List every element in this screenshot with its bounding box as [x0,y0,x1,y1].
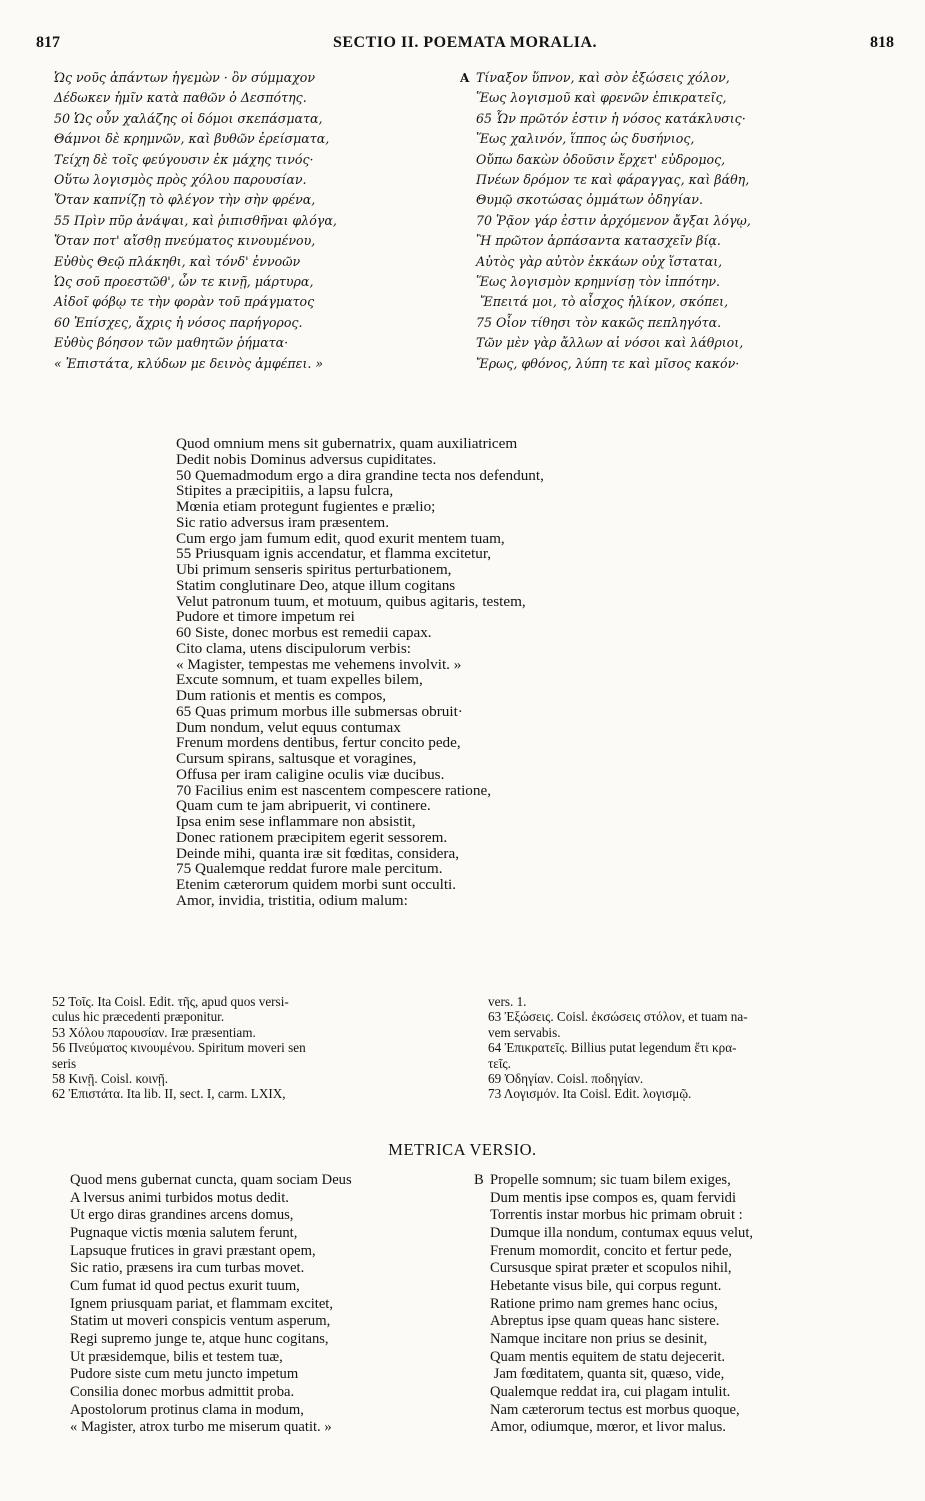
footnote-line: 58 Κινῇ. Coisl. κοινῇ. [52,1071,169,1087]
metrical-verse-line [54,1366,464,1384]
line-text: Ignem priusquam pariat, et flammam excitet, [70,1295,334,1312]
latin-prose-line: 70 Facilius enim est nascentem compescere ratione, [176,782,492,799]
latin-prose-line: Mœnia etiam protegunt fugientes e prælio; [176,499,436,515]
greek-verse-line [38,190,458,210]
latin-prose-line: 50 Quemadmodum ergo a dira grandine tecta nos defendunt, [176,467,544,484]
metrical-verse-line [474,1207,904,1225]
footnote-line: vers. 1. [488,994,527,1009]
line-text: 70 Ῥᾷον γάρ ἐστιν ἀρχόμενον ἄγξαι λόγῳ, [476,212,751,228]
metrical-verse-line [54,1190,464,1208]
latin-prose-line: Quod omnium mens sit gubernatrix, quam auxiliatricem [176,436,518,452]
greek-verse-line [460,333,900,353]
line-text: Αὐτὸς γὰρ αὐτὸν ἐκκάων οὐχ ἵσταται, [476,253,723,269]
column-marker: A [460,71,470,85]
line-text: Ἕως χαλινόν, ἵππος ὡς δυσήνιος, [476,131,695,147]
metrical-verse-line [54,1207,464,1225]
line-text: 55 Πρὶν πῦρ ἀνάψαι, καὶ ῥιπισθῆναι φλόγα, [54,212,337,228]
metrical-verse-line [474,1331,904,1349]
greek-verse-line [460,354,900,374]
line-text: Pudore siste cum metu juncto impetum [70,1366,299,1383]
line-text: 75 Οἷον τίθησι τὸν κακῶς πεπληγότα. [476,314,722,330]
latin-prose-line: Cito clama, utens discipulorum verbis: [176,640,411,657]
latin-prose-line: Quam cum te jam abripuerit, vi continere. [176,798,431,814]
line-text: Qualemque reddat ira, cui plagam intulit. [490,1383,731,1400]
footnote-line: 56 Πνεύματος κινουμένου. Spiritum moveri sen [52,1040,306,1056]
greek-verse-line [460,170,900,190]
line-text: Pugnaque victis mœnia salutem ferunt, [70,1224,298,1241]
greek-text-left-column [38,68,458,374]
line-text: Quod mens gubernat cuncta, quam sociam Deus [70,1172,352,1188]
greek-verse-line [38,211,458,231]
line-text: Hebetante visus bile, qui corpus regunt. [490,1277,722,1294]
greek-verse-line [460,88,900,108]
line-text: Ut ergo diras grandines arcens domus, [70,1207,294,1224]
metrical-verse-line [474,1260,904,1278]
metrical-verse-line [54,1278,464,1296]
latin-prose-line: Frenum mordens dentibus, fertur concito pede, [176,735,461,751]
line-text: Ἢ πρῶτον ἁρπάσαντα κατασχεῖν βίᾳ. [476,233,721,249]
metrical-verse-line [54,1296,464,1314]
metrical-verse-line [54,1260,464,1278]
line-text: Οὕτω λογισμὸς πρὸς χόλου παρουσίαν. [54,172,307,188]
line-text: Jam fœditatem, quanta sit, quæso, vide, [490,1366,725,1383]
latin-prose-line: Sic ratio adversus iram præsentem. [176,514,389,531]
metrical-verse-line [54,1349,464,1367]
latin-prose-line: Dum nondum, velut equus contumax [176,719,401,736]
metrical-verse-line [54,1172,464,1190]
line-text: Δέδωκεν ἡμῖν κατὰ παθῶν ὁ Δεσπότης. [54,90,307,106]
line-text: « Magister, atrox turbo me miserum quatit. » [70,1419,332,1436]
greek-verse-line [460,129,900,149]
greek-verse-line [38,333,458,353]
metrical-verse-line [474,1349,904,1367]
line-text: Ἕως λογισμοῦ καὶ φρενῶν ἐπικρατεῖς, [476,90,727,106]
latin-prose-line: Cursum spirans, saltusque et voragines, [176,751,417,767]
latin-prose-line: Excute somnum, et tuam expelles bilem, [176,672,423,688]
page-header [36,34,894,54]
greek-verse-line [460,231,900,251]
metrical-verse-line [474,1172,904,1190]
line-text: Θάμνοι δὲ κρημνῶν, καὶ βυθῶν ἐρείσματα, [54,131,330,147]
greek-verse-line [460,150,900,170]
latin-prose-line: « Magister, tempestas me vehemens involvit. » [176,656,462,673]
greek-verse-line [38,252,458,272]
metrical-verse-line [474,1278,904,1296]
line-text: Οὔπω δακὼν ὀδοῦσιν ἔρχετ' εὐδρομος, [476,151,726,167]
metrical-verse-line [54,1419,464,1437]
latin-prose-line: Velut patronum tuum, et motuum, quibus agitaris, testem, [176,593,526,610]
line-text: Quam mentis equitem de statu dejecerit. [490,1348,726,1365]
line-text: Propelle somnum; sic tuam bilem exiges, [490,1172,731,1188]
line-text: 50 Ὡς οὖν χαλάζης οἱ δόμοι σκεπάσματα, [54,110,323,126]
line-text: A lversus animi turbidos motus dedit. [70,1189,289,1206]
footnote-line: seris [52,1055,77,1071]
line-text: Sic ratio, præsens ira cum turbas movet. [70,1260,305,1277]
greek-verse-line [460,252,900,272]
line-text: Ὡς νοῦς ἁπάντων ἡγεμὼν · ὃν σύμμαχον [54,70,315,85]
line-text: Statim ut moveri conspicis ventum asperum, [70,1313,331,1330]
line-text: Nam cæterorum tectus est morbus quoque, [490,1401,740,1418]
latin-prose-line: 55 Priusquam ignis accendatur, et flamma excitetur, [176,546,492,562]
line-text: Cursusque spirat præter et scopulos nihil, [490,1260,732,1277]
metrical-version-right-column [474,1172,904,1437]
latin-prose-line: 75 Qualemque reddat furore male percitum. [176,861,443,877]
line-text: Apostolorum protinus clama in modum, [70,1401,304,1418]
footnotes-left-column [52,994,472,1102]
footnote-line: culus hic præcedenti præponitur. [52,1009,225,1025]
footnote-line: 73 Λογισμόν. Ita Coisl. Edit. λογισμῷ. [488,1086,692,1102]
metrical-verse-line [474,1313,904,1331]
footnote-line: 53 Χόλου παρουσίαν. Iræ præsentiam. [52,1024,256,1040]
greek-verse-line [38,68,458,88]
line-text: Torrentis instar morbus hic primam obruit : [490,1207,743,1224]
line-text: 60 Ἐπίσχες, ἄχρις ἡ νόσος παρήγορος. [54,314,303,330]
latin-prose-line: Statim conglutinare Deo, atque illum cogitans [176,577,456,594]
running-title: SECTIO II. POEMATA MORALIA. [332,34,598,51]
greek-verse-line [460,68,900,88]
latin-prose-line: Dum rationis et mentis es compos, [176,688,387,704]
metrical-verse-line [54,1331,464,1349]
latin-translation [176,436,876,909]
latin-prose-line: Dedit nobis Dominus adversus cupiditates. [176,451,437,468]
metrical-verse-line [474,1419,904,1437]
line-text: Τείχη δὲ τοῖς φεύγουσιν ἐκ μάχης τινός· [54,151,314,167]
greek-verse-line [38,88,458,108]
greek-verse-line [460,292,900,312]
line-text: Ὅταν ποτ' αἴσθῃ πνεύματος κινουμένου, [54,233,316,249]
line-text: Εὐθὺς βόησον τῶν μαθητῶν ῥήματα· [54,335,289,351]
line-text: Τῶν μὲν γὰρ ἄλλων αἱ νόσοι καὶ λάθριοι, [476,335,744,351]
page-number-left: 817 [36,34,60,51]
latin-prose-line: Ubi primum senseris spiritus perturbationem, [176,562,452,578]
line-text: Τίναξον ὕπνον, καὶ σὸν ἐξώσεις χόλον, [476,70,730,85]
footnotes-right-column [488,994,900,1102]
line-text: Αἰδοῖ φόβῳ τε τὴν φορὰν τοῦ πράγματος [54,294,315,310]
metrical-verse-line [474,1296,904,1314]
greek-verse-line [38,150,458,170]
line-text: 65 Ὧν πρῶτόν ἐστιν ἡ νόσος κατάκλυσις· [476,110,746,126]
metrical-verse-line [54,1243,464,1261]
latin-prose-line: Pudore et timore impetum rei [176,609,355,625]
footnote-line: 64 Ἐπικρατεῖς. Billius putat legendum ἔτι κρα- [488,1040,737,1056]
metrical-verse-line [474,1243,904,1261]
greek-verse-line [460,211,900,231]
metrical-verse-line [474,1384,904,1402]
page-number-right: 818 [870,34,894,51]
column-marker: B [474,1172,484,1188]
line-text: Cum fumat id quod pectus exurit tuum, [70,1277,300,1294]
latin-prose-line: 60 Siste, donec morbus est remedii capax. [176,625,432,641]
greek-verse-line [460,272,900,292]
latin-prose-line: Amor, invidia, tristitia, odium malum: [176,892,408,909]
greek-verse-line [38,170,458,190]
metrical-verse-line [54,1225,464,1243]
latin-prose-line: Cum ergo jam fumum edit, quod exurit mentem tuam, [176,530,505,547]
greek-verse-line [460,190,900,210]
metrical-verse-line [474,1225,904,1243]
metrical-verse-line [54,1402,464,1420]
footnote-line: 63 Ἐξώσεις. Coisl. ἐκσώσεις στόλον, et tuam na- [488,1009,748,1025]
line-text: Consilia donec morbus admittit proba. [70,1383,295,1400]
footnote-line: 69 Ὀδηγίαν. Coisl. ποδηγίαν. [488,1071,644,1087]
greek-verse-line [38,354,458,374]
footnote-line: vem servabis. [488,1024,561,1040]
latin-prose-line: Ipsa enim sese inflammare non absistit, [176,814,416,830]
line-text: Lapsuque frutices in gravi præstant opem, [70,1242,316,1259]
footnote-line: τεῖς. [488,1055,511,1071]
metrical-verse-line [54,1313,464,1331]
metrica-versio-heading: METRICA VERSIO. [388,1140,537,1159]
line-text: Ἔπειτά μοι, τὸ αἶσχος ἡλίκον, σκόπει, [476,294,729,310]
latin-prose-line: 65 Quas primum morbus ille submersas obruit· [176,703,463,720]
line-text: Ὡς σοῦ προεστῶθ', ὧν τε κινῇ, μάρτυρα, [54,274,314,290]
metrical-verse-line [474,1402,904,1420]
latin-prose-line: Donec rationem præcipitem egerit sessorem. [176,829,448,846]
line-text: Ut præsidemque, bilis et testem tuæ, [70,1348,283,1365]
greek-verse-line [38,231,458,251]
greek-verse-line [38,313,458,333]
line-text: Ἔρως, φθόνος, λύπη τε καὶ μῖσος κακόν· [476,355,740,371]
latin-prose-line: Etenim cæterorum quidem morbi sunt occulti. [176,877,457,893]
greek-verse-line [38,272,458,292]
greek-verse-line [38,109,458,129]
greek-verse-line [460,313,900,333]
line-text: « Ἐπιστάτα, κλύδων με δεινὸς ἀμφέπει. » [54,355,324,371]
line-text: Frenum momordit, concito et fertur pede, [490,1242,732,1259]
line-text: Πνέων δρόμον τε καὶ φάραγγας, καὶ βάθη, [476,172,750,188]
greek-verse-line [38,129,458,149]
greek-text-right-column [460,68,900,374]
metrical-verse-line [474,1190,904,1208]
line-text: Dumque illa nondum, contumax equus velut, [490,1224,754,1241]
metrical-verse-line [54,1384,464,1402]
line-text: Ratione primo nam gremes hanc ocius, [490,1295,718,1312]
line-text: Ὅταν καπνίζῃ τὸ φλέγον τὴν σὴν φρένα, [54,192,316,208]
greek-verse-line [38,292,458,312]
footnote-line: 62 Ἐπιστάτα. Ita lib. II, sect. I, carm. LXIX, [52,1086,286,1102]
footnote-line: 52 Τοῖς. Ita Coisl. Edit. τῆς, apud quos versi- [52,994,289,1009]
line-text: Εὐθὺς Θεῷ πλάκηθι, καὶ τόνδ' ἐννοῶν [54,253,301,269]
line-text: Abreptus ipse quam queas hanc sistere. [490,1313,720,1330]
line-text: Namque incitare non prius se desinit, [490,1330,708,1347]
metrical-verse-line [474,1366,904,1384]
line-text: Dum mentis ipse compos es, quam fervidi [490,1189,737,1206]
metrical-version-left-column [54,1172,464,1437]
line-text: Θυμῷ σκοτώσας ὀμμάτων ὀδηγίαν. [476,192,703,208]
line-text: Ἕως λογισμὸν κρημνίσῃ τὸν ἱππότην. [476,274,720,290]
latin-prose-line: Stipites a præcipitiis, a lapsu fulcra, [176,483,394,499]
line-text: Regi supremo junge te, atque hunc cogitans, [70,1330,329,1347]
line-text: Amor, odiumque, mœror, et livor malus. [490,1419,726,1436]
latin-prose-line: Deinde mihi, quanta iræ sit fœditas, considera, [176,845,460,862]
latin-prose-line: Offusa per iram caligine oculis viæ ducibus. [176,766,445,783]
greek-verse-line [460,109,900,129]
